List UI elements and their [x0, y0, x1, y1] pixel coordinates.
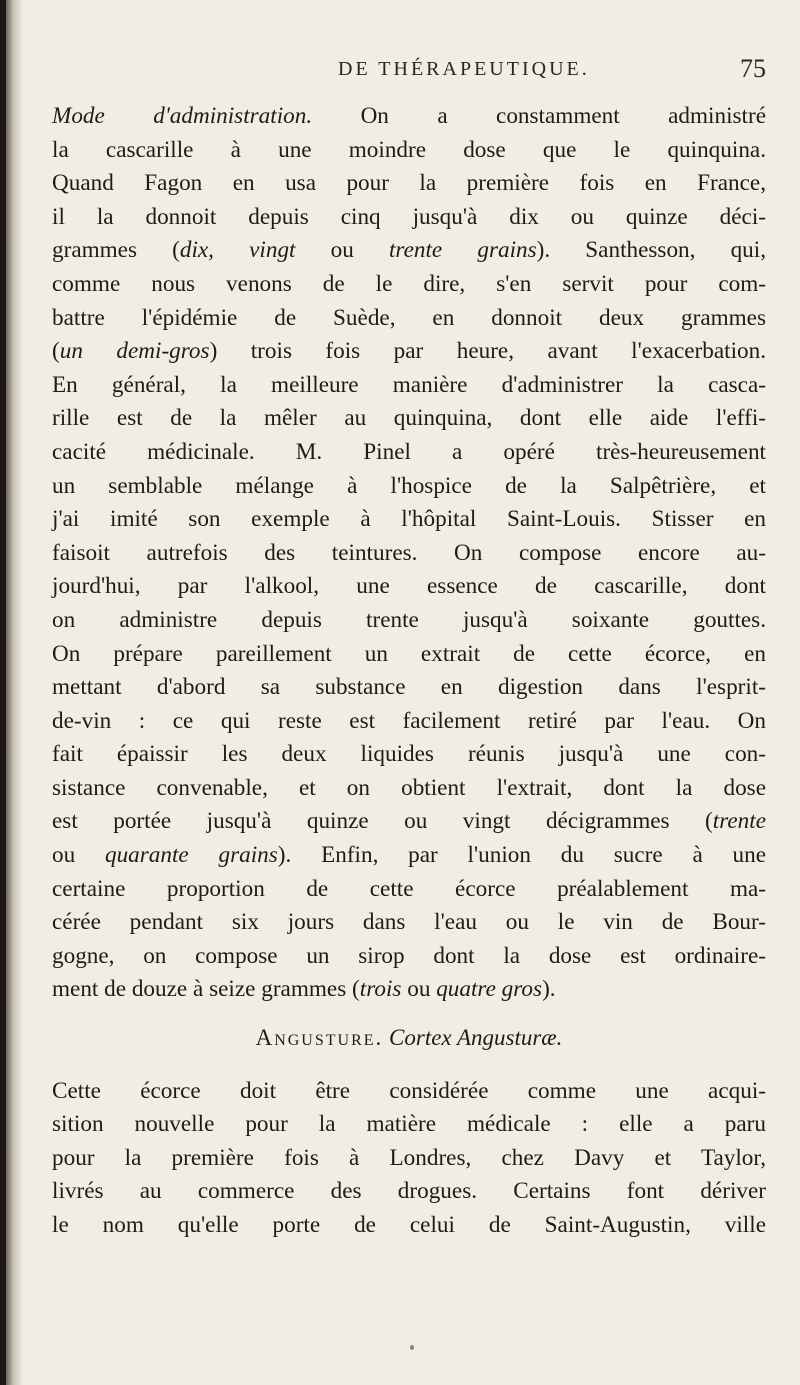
running-head	[52, 54, 772, 88]
text-line: Quand Fagon en usa pour la première fois en France,	[52, 170, 766, 197]
running-head-title: DE THÉRAPEUTIQUE.	[338, 58, 590, 80]
text-line: jourd'hui, par l'alkool, une essence de cascarille, dont	[52, 573, 766, 600]
text-line: j'ai imité son exemple à l'hôpital Saint-Louis. Stisser en	[52, 506, 766, 533]
text-line: cérée pendant six jours dans l'eau ou le vin de Bour-	[52, 909, 766, 936]
text-line: faisoit autrefois des teintures. On compose encore au-	[52, 539, 766, 566]
text-line: battre l'épidémie de Suède, en donnoit deux grammes	[52, 304, 766, 331]
text-line: la cascarille à une moindre dose que le quinquina.	[52, 136, 766, 163]
section-heading-smallcaps: Angusture.	[255, 1025, 384, 1051]
paragraph-mode-administration	[52, 100, 766, 1007]
text-line: le nom qu'elle porte de celui de Saint-Augustin, ville	[52, 1212, 766, 1238]
text-line: fait épaissir les deux liquides réunis jusqu'à une con-	[52, 741, 766, 768]
body-text	[52, 100, 766, 1243]
text-line: de-vin : ce qui reste est facilement retiré par l'eau. On	[52, 707, 766, 734]
text-line: certaine proportion de cette écorce préalablement ma-	[52, 875, 766, 902]
section-heading-angusture	[52, 1021, 766, 1055]
text-line: En général, la meilleure manière d'administrer la casca-	[52, 371, 766, 398]
book-page	[52, 0, 782, 1385]
paragraph-angusture	[52, 1075, 766, 1243]
text-line: comme nous venons de le dire, s'en servit pour com-	[52, 270, 766, 297]
section-label-italic: Mode d'administration.	[52, 103, 313, 129]
text-line: sition nouvelle pour la matière médicale : elle a paru	[52, 1111, 766, 1138]
text-line: il la donnoit depuis cinq jusqu'à dix ou quinze déci-	[52, 203, 766, 230]
book-spine-edge	[0, 0, 6, 1385]
text-line: livrés au commerce des drogues. Certains font dériver	[52, 1178, 766, 1205]
text-line: est portée jusqu'à quinze ou vingt décigrammes (trente	[52, 808, 766, 835]
text-line: On prépare pareillement un extrait de cette écorce, en	[52, 640, 766, 667]
text-line: Cette écorce doit être considérée comme une acqui-	[52, 1077, 766, 1104]
text-line: rille est de la mêler au quinquina, dont elle aide l'effi-	[52, 405, 766, 432]
section-heading-latin: Cortex Angusturæ.	[389, 1025, 563, 1051]
text-line: mettant d'abord sa substance en digestion dans l'esprit-	[52, 674, 766, 701]
text-line: (un demi-gros) trois fois par heure, avant l'exacerbation.	[52, 338, 767, 365]
text-line: un semblable mélange à l'hospice de la Salpêtrière, et	[52, 472, 766, 499]
text-line: grammes (dix, vingt ou trente grains). Santhesson, qui,	[52, 237, 766, 264]
text-line: ment de douze à seize grammes (trois ou quatre gros).	[52, 976, 556, 1003]
text-line: sistance convenable, et on obtient l'extrait, dont la dose	[52, 774, 766, 801]
text-line: ou quarante grains). Enfin, par l'union du sucre à une	[52, 842, 767, 869]
ink-speck	[410, 1345, 414, 1350]
text-line: cacité médicinale. M. Pinel a opéré très-heureusement	[52, 438, 766, 465]
text-line: on administre depuis trente jusqu'à soixante gouttes.	[52, 606, 766, 633]
text-line: pour la première fois à Londres, chez Davy et Taylor,	[52, 1144, 766, 1171]
text-line: gogne, on compose un sirop dont la dose est ordinaire-	[52, 942, 766, 969]
text-line: Mode d'administration. On a constamment administré	[52, 103, 766, 129]
page-number: 75	[740, 54, 766, 83]
